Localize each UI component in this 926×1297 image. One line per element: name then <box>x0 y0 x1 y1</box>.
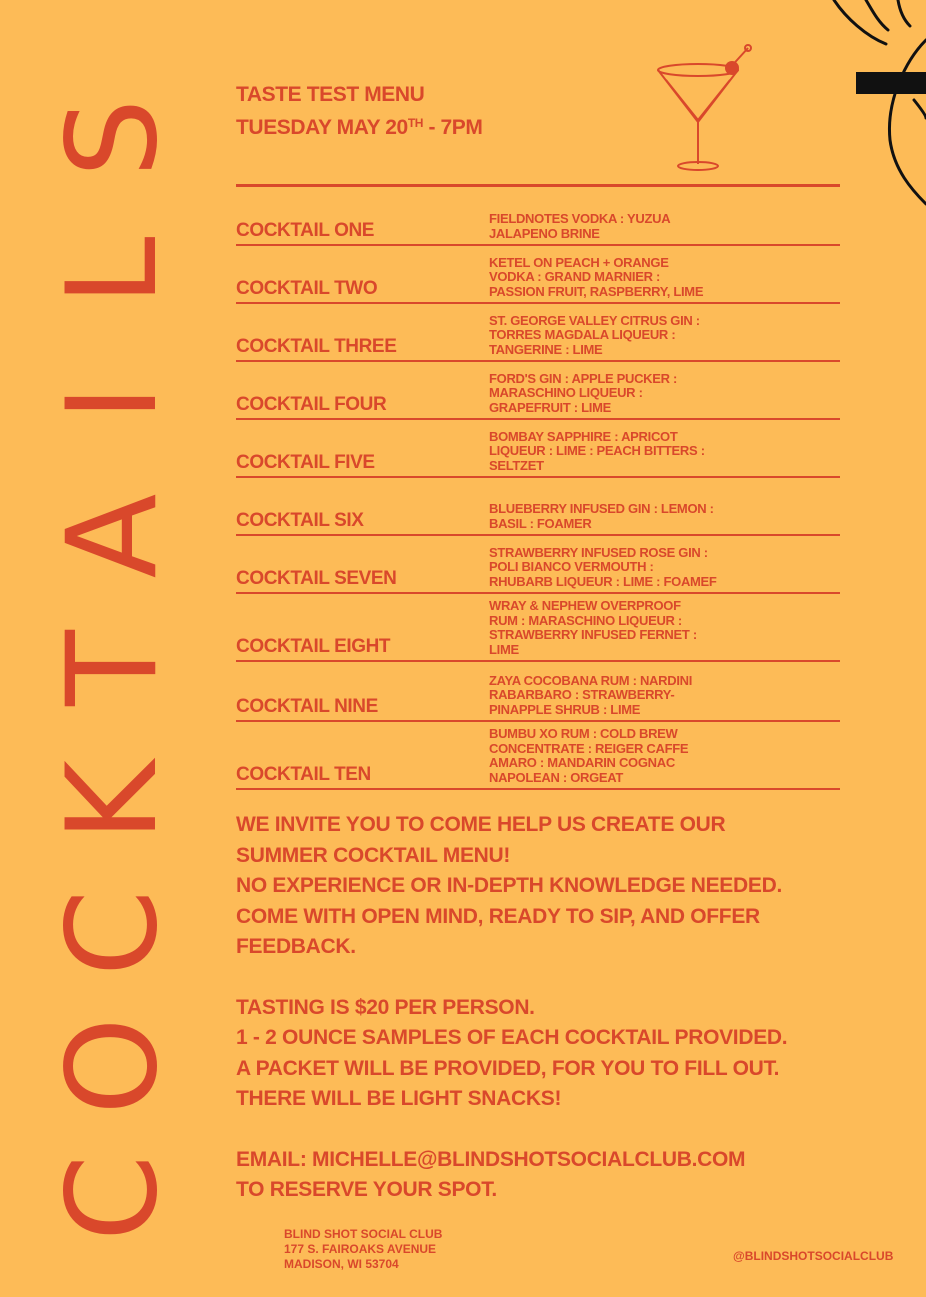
body-line: A PACKET WILL BE PROVIDED, FOR YOU TO FILL OUT. <box>236 1056 780 1080</box>
side-title-letter: C <box>41 889 185 977</box>
cocktail-ingredients: BUMBU XO RUM : COLD BREW CONCENTRATE : REIGER CAFFE AMARO : MANDARIN COGNAC NAPOLEAN : ORGEAT <box>489 726 689 786</box>
side-title-letter: T <box>41 630 185 706</box>
cocktail-row <box>236 662 840 722</box>
cocktail-ingredients: BLUEBERRY INFUSED GIN : LEMON : BASIL : FOAMER <box>489 502 714 532</box>
body-line: COME WITH OPEN MIND, READY TO SIP, AND OFFER <box>236 904 760 928</box>
cocktail-ingredients: KETEL ON PEACH + ORANGE VODKA : GRAND MARNIER : PASSION FRUIT, RASPBERRY, LIME <box>489 255 704 300</box>
cocktail-list <box>236 204 840 790</box>
cocktail-row <box>236 304 840 362</box>
venue-address: BLIND SHOT SOCIAL CLUB 177 S. FAIROAKS AVENUE MADISON, WI 53704 <box>284 1227 443 1271</box>
cocktail-ingredients: ZAYA COCOBANA RUM : NARDINI RABARBARO : STRAWBERRY- PINAPPLE SHRUB : LIME <box>489 673 693 718</box>
cocktail-ingredients: FORD'S GIN : APPLE PUCKER : MARASCHINO LIQUEUR : GRAPEFRUIT : LIME <box>489 371 678 416</box>
cocktail-name: COCKTAIL EIGHT <box>236 636 391 657</box>
body-line: WE INVITE YOU TO COME HELP US CREATE OUR <box>236 813 726 836</box>
cocktail-row <box>236 362 840 420</box>
cocktail-row <box>236 478 840 536</box>
cocktail-row <box>236 420 840 478</box>
side-title-letter: C <box>41 1154 185 1242</box>
cocktail-name: COCKTAIL FOUR <box>236 394 387 415</box>
body-line: THERE WILL BE LIGHT SNACKS! <box>236 1087 562 1110</box>
side-title-cocktails <box>41 78 185 1258</box>
top-rule <box>236 184 840 187</box>
side-title-letter: S <box>41 98 185 178</box>
side-title-letter: O <box>41 1016 185 1115</box>
cocktail-row <box>236 246 840 304</box>
social-handle: @BLINDSHOTSOCIALCLUB <box>733 1249 894 1263</box>
martini-glass-icon <box>650 42 760 177</box>
cocktail-name: COCKTAIL SEVEN <box>236 568 397 589</box>
cocktail-row <box>236 204 840 246</box>
cocktail-row <box>236 594 840 662</box>
cocktail-name: COCKTAIL THREE <box>236 336 397 357</box>
email-line: EMAIL: MICHELLE@BLINDSHOTSOCIALCLUB.COM <box>236 1147 746 1171</box>
cocktail-ingredients: STRAWBERRY INFUSED ROSE GIN : POLI BIANCO VERMOUTH : RHUBARB LIQUEUR : LIME : FOAMEF <box>489 545 717 590</box>
side-title-letter: K <box>41 759 185 842</box>
body-line: SUMMER COCKTAIL MENU! <box>236 843 511 867</box>
body-line: FEEDBACK. <box>236 935 356 958</box>
side-title-letter: I <box>41 384 185 422</box>
header-title: TASTE TEST MENU <box>236 83 425 106</box>
cocktail-ingredients: BOMBAY SAPPHIRE : APRICOT LIQUEUR : LIME : PEACH BITTERS : SELTZET <box>489 429 705 474</box>
invitation-text <box>236 810 856 1206</box>
cocktail-name: COCKTAIL NINE <box>236 696 378 717</box>
side-title-letter: L <box>41 235 185 306</box>
header <box>236 80 482 142</box>
cocktail-row <box>236 722 840 790</box>
cocktail-name: COCKTAIL TEN <box>236 764 371 785</box>
header-date: TUESDAY MAY 20TH - 7PM <box>236 116 483 139</box>
cocktail-name: COCKTAIL TWO <box>236 278 378 299</box>
cocktail-name: COCKTAIL ONE <box>236 220 375 241</box>
body-line: 1 - 2 OUNCE SAMPLES OF EACH COCKTAIL PROVIDED. <box>236 1026 788 1049</box>
cocktail-row <box>236 536 840 594</box>
cocktail-ingredients: FIELDNOTES VODKA : YUZUA JALAPENO BRINE <box>489 212 671 242</box>
cocktail-ingredients: ST. GEORGE VALLEY CITRUS GIN : TORRES MAGDALA LIQUEUR : TANGERINE : LIME <box>489 313 700 358</box>
body-line: NO EXPERIENCE OR IN-DEPTH KNOWLEDGE NEEDED. <box>236 874 782 897</box>
cocktail-ingredients: WRAY & NEPHEW OVERPROOF RUM : MARASCHINO LIQUEUR : STRAWBERRY INFUSED FERNET : LIME <box>489 598 697 658</box>
side-title-letter: A <box>41 493 185 578</box>
body-line: TASTING IS $20 PER PERSON. <box>236 995 535 1019</box>
body-line: TO RESERVE YOUR SPOT. <box>236 1178 497 1201</box>
corner-line-art <box>826 0 926 210</box>
cocktail-name: COCKTAIL SIX <box>236 510 364 531</box>
cocktail-name: COCKTAIL FIVE <box>236 452 375 473</box>
